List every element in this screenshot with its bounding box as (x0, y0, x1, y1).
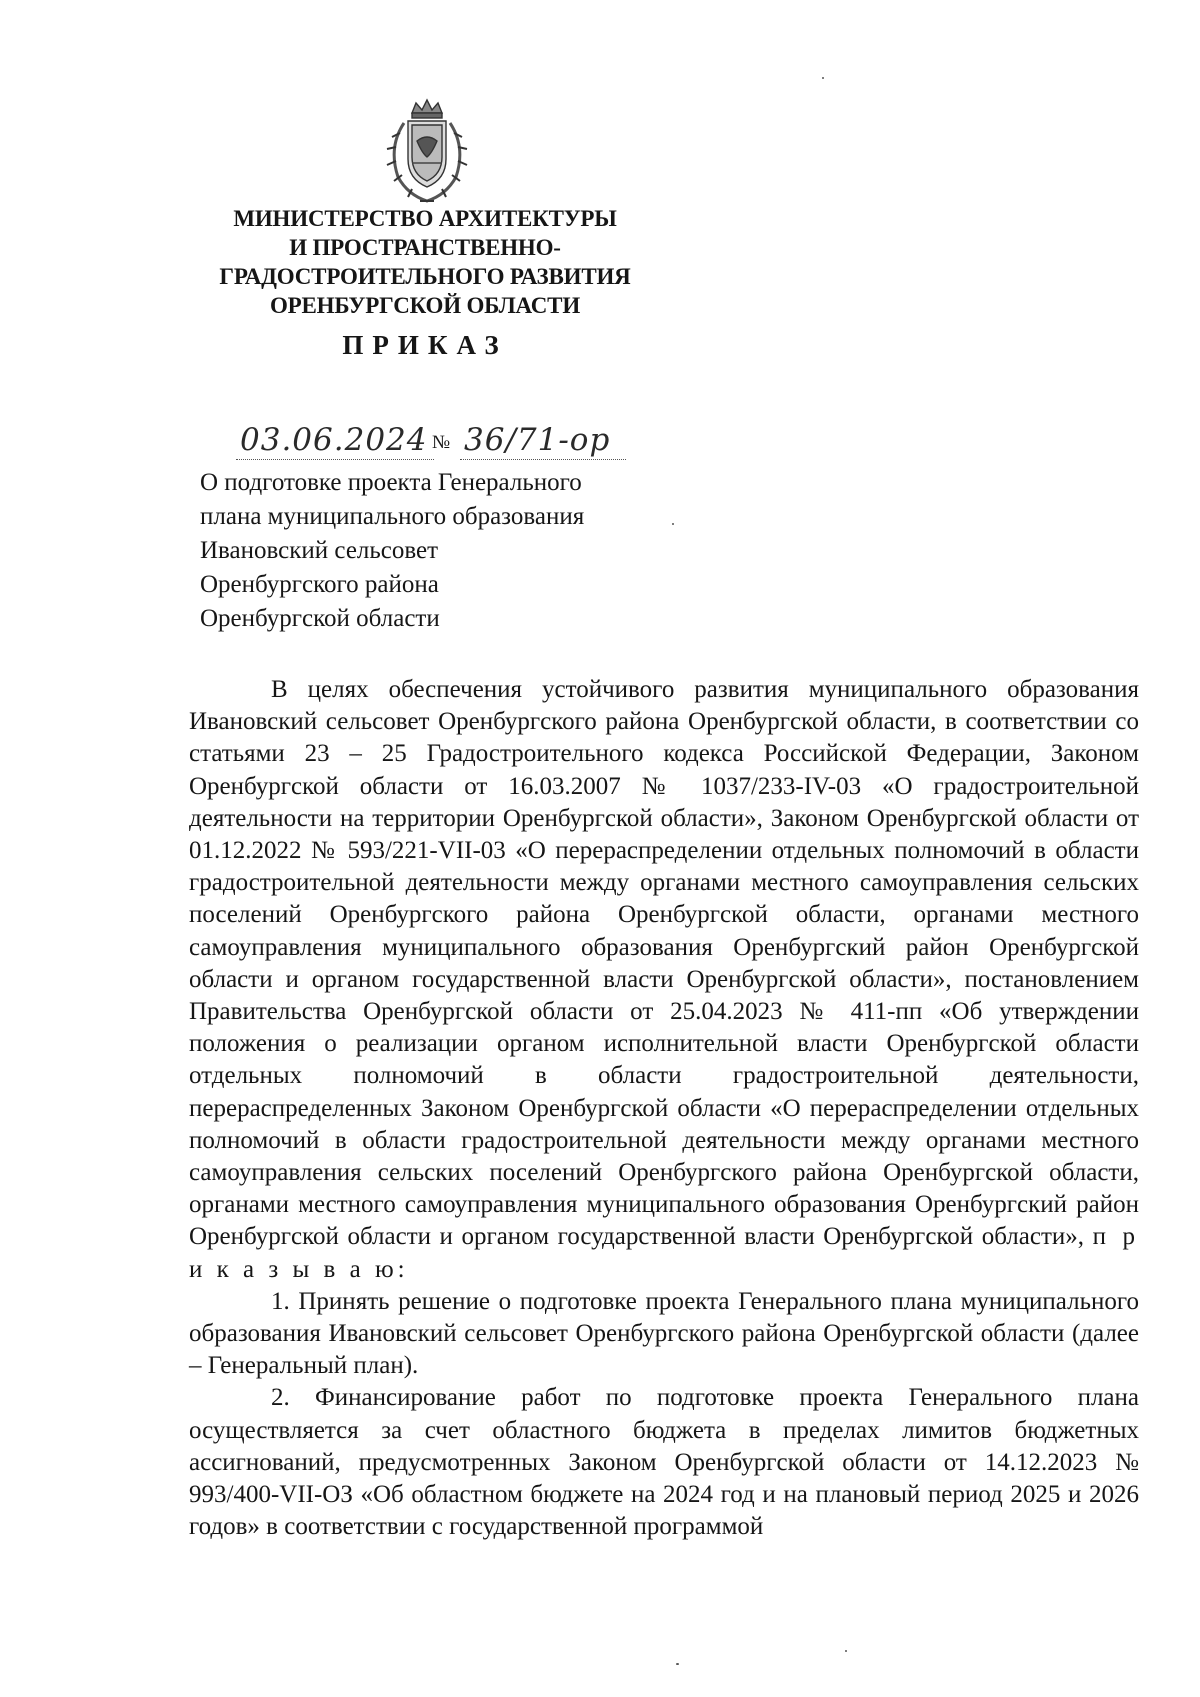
subject-line: О подготовке проекта Генерального (200, 469, 582, 496)
preamble-text: В целях обеспечения устойчивого развития муниципального образования Ивановский сельсовет Оренбургского района Оренбургской области, в соответствии со статьями 23 – 25 Градостроительного кодекса Российской Федерации, Законом Оренбургской области от 16.03.2007 № 1037/233-IV-03 «О градостроительной деятельности на территории Оренбургской области», Законом Оренбургской области от 01.12.2022 № 593/221-VII-03 «О перераспределении отдельных полномочий в области градостроительной деятельности между органами местного самоуправления сельских поселений Оренбургского района Оренбургской области, органами местного самоуправления муниципального образования Оренбургский район Оренбургской области и органом государственной власти Оренбургской области», постановлением Правительства Оренбургской области от 25.04.2023 № 411-пп «Об утверждении положения о реализации органом исполнительной власти Оренбургской области отдельных полномочий в области градостроительной деятельности, перераспределенных Законом Оренбургской области «О перераспределении отдельных полномочий в области градостроительной деятельности между органами местного самоуправления сельских поселений Оренбургского района Оренбургской области, органами местного самоуправления муниципального образования Оренбургский район Оренбургской области и органом государственной власти Оренбургской области», (189, 676, 1139, 1251)
ministry-header-line: И ПРОСТРАНСТВЕННО- (289, 235, 561, 260)
order-item: 2. Финансирование работ по подготовке проекта Генерального плана осуществляется за счет областного бюджета в пределах лимитов бюджетных ассигнований, предусмотренных Законом Оренбургской области от 14.12.2023 № 993/400-VII-ОЗ «Об областном бюджете на 2024 год и на плановый период 2025 и 2026 годов» в соответствии с государственной программой (189, 1384, 1139, 1541)
scan-speck (822, 77, 824, 79)
subject-line: плана муниципального образования (200, 503, 585, 530)
number-sign: № (432, 432, 451, 453)
scan-speck (676, 1663, 679, 1665)
ministry-header (190, 204, 660, 320)
order-subject (200, 466, 660, 636)
ministry-header-line: ОРЕНБУРГСКОЙ ОБЛАСТИ (269, 293, 581, 318)
ministry-header-line: МИНИСТЕРСТВО АРХИТЕКТУРЫ (233, 206, 617, 231)
scan-speck (672, 523, 674, 525)
subject-line: Оренбургского района (200, 571, 439, 598)
handwritten-date: 03.06.2024 (236, 421, 434, 460)
subject-line: Ивановский сельсовет (200, 537, 439, 564)
registration-row (236, 414, 636, 460)
document-type-title: ПРИКАЗ (342, 330, 508, 360)
order-item: 1. Принять решение о подготовке проекта Генерального плана муниципального образования Ивановский сельсовет Оренбургского района Оренбургской области (далее – Генеральный план). (189, 1287, 1139, 1380)
order-word: п р и к а з ы в а ю: (189, 1223, 1139, 1283)
order-body (189, 674, 1139, 1543)
ministry-header-line: ГРАДОСТРОИТЕЛЬНОГО РАЗВИТИЯ (219, 264, 631, 289)
preamble-paragraph (189, 674, 1139, 1286)
scan-speck (845, 1650, 847, 1652)
coat-of-arms-icon (382, 97, 472, 207)
handwritten-number: 36/71-ор (460, 421, 626, 460)
subject-line: Оренбургской области (200, 605, 440, 632)
